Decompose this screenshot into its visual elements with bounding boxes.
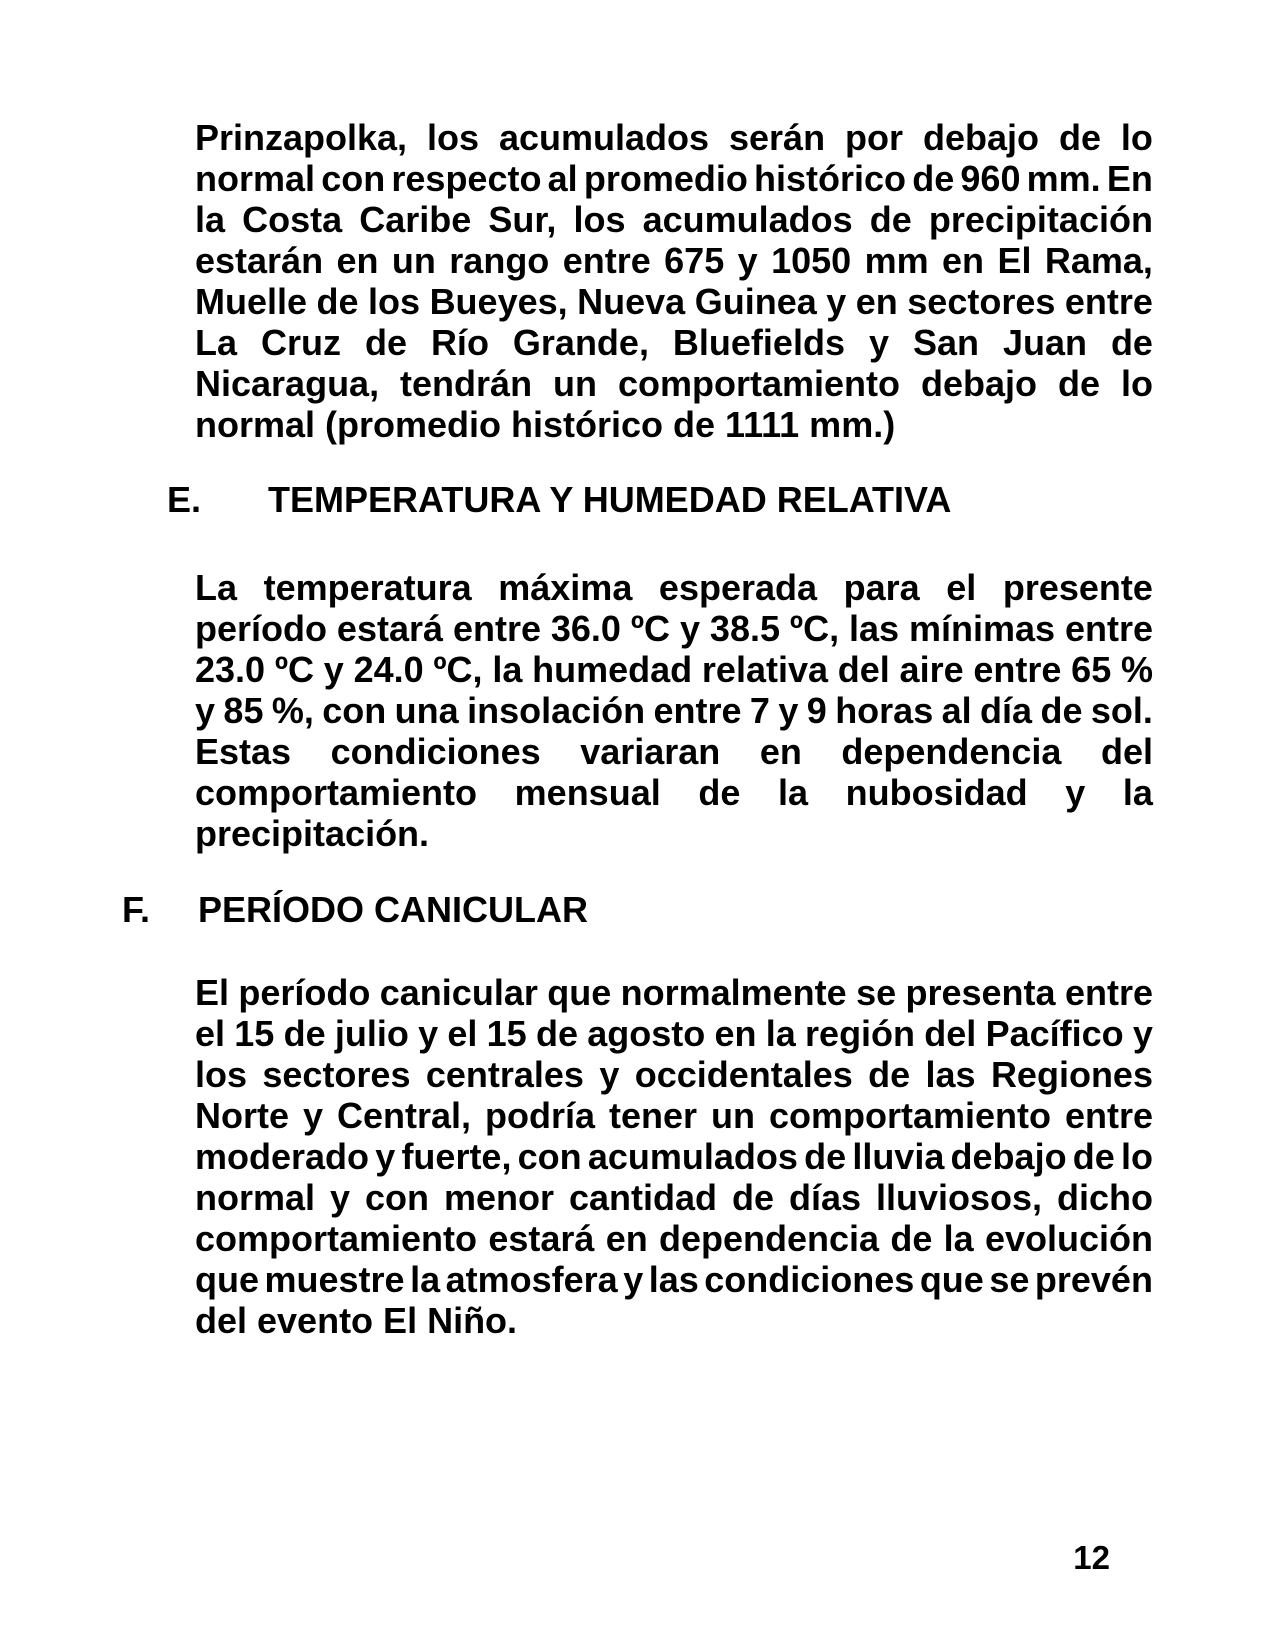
text-line: Nicaragua, tendrán un comportamiento debajo de lo (195, 363, 1153, 404)
text-line: y 85 %, con una insolación entre 7 y 9 horas al día de sol. (195, 690, 1153, 731)
text-line: del evento El Niño. (195, 1300, 518, 1341)
text-line: Estas condiciones variaran en dependencia del (195, 731, 1153, 772)
text-line: normal (promedio histórico de 1111 mm.) (195, 404, 896, 445)
text-line: comportamiento estará en dependencia de la evolución (195, 1218, 1153, 1259)
text-line: normal con respecto al promedio histórico de 960 mm. En (195, 158, 1153, 199)
text-line: los sectores centrales y occidentales de las Regiones (195, 1054, 1153, 1095)
section-f-title: PERÍODO CANICULAR (198, 889, 589, 930)
section-f-heading (122, 889, 1275, 930)
text-line: comportamiento mensual de la nubosidad y la (195, 772, 1153, 813)
text-line: el 15 de julio y el 15 de agosto en la región del Pacífico y (195, 1013, 1153, 1054)
text-line: moderado y fuerte, con acumulados de lluvia debajo de lo (195, 1136, 1153, 1177)
section-e-heading (167, 479, 1275, 520)
text-line: estarán en un rango entre 675 y 1050 mm en El Rama, (195, 240, 1153, 281)
section-e-title: TEMPERATURA Y HUMEDAD RELATIVA (268, 479, 952, 520)
text-line: la Costa Caribe Sur, los acumulados de precipitación (195, 199, 1153, 240)
canicular-period-paragraph (195, 972, 1153, 1341)
text-line: La Cruz de Río Grande, Bluefields y San Juan de (195, 322, 1153, 363)
text-line: 23.0 ºC y 24.0 ºC, la humedad relativa del aire entre 65 % (195, 649, 1153, 690)
section-f-label: F. (122, 889, 151, 930)
text-line: Norte y Central, podría tener un comportamiento entre (195, 1095, 1153, 1136)
text-line: que muestre la atmosfera y las condiciones que se prevén (195, 1259, 1153, 1300)
text-line: Muelle de los Bueyes, Nueva Guinea y en sectores entre (195, 281, 1153, 322)
text-line: El período canicular que normalmente se presenta entre (195, 972, 1153, 1013)
rain-accumulation-paragraph (195, 117, 1153, 445)
text-line: La temperatura máxima esperada para el presente (195, 567, 1153, 608)
section-e-label: E. (167, 479, 202, 520)
page-number: 12 (1073, 1539, 1110, 1576)
temperature-humidity-paragraph (195, 567, 1153, 854)
text-line: Prinzapolka, los acumulados serán por debajo de lo (195, 117, 1153, 158)
text-line: precipitación. (195, 813, 430, 854)
text-line: normal y con menor cantidad de días lluviosos, dicho (195, 1177, 1153, 1218)
text-line: período estará entre 36.0 ºC y 38.5 ºC, las mínimas entre (195, 608, 1153, 649)
